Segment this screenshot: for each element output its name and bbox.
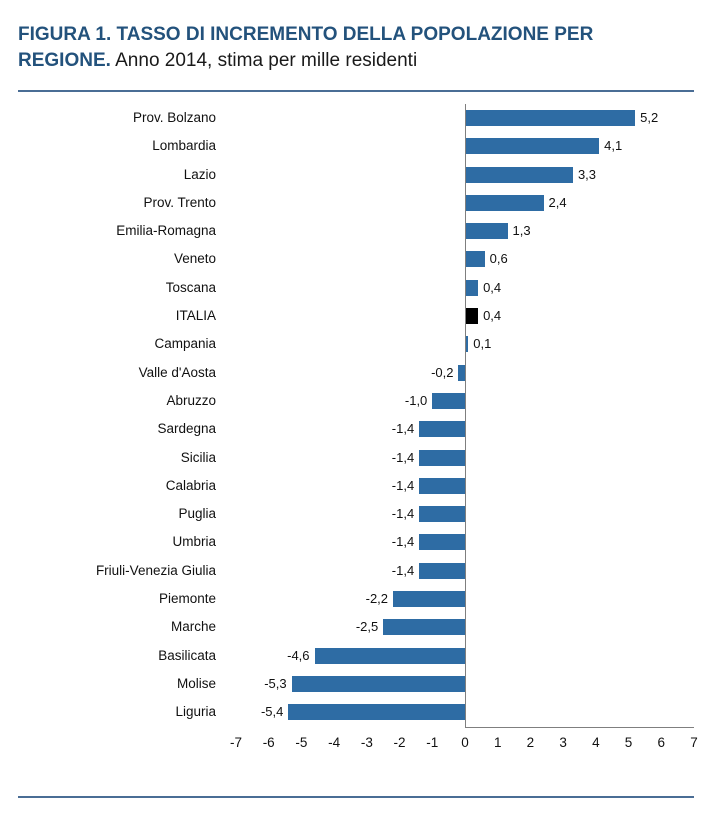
page-title — [18, 22, 688, 74]
bar-value-label: 5,2 — [640, 110, 659, 125]
chart-row — [18, 189, 694, 217]
category-label-wrap — [18, 189, 226, 217]
chart-row — [18, 642, 694, 670]
x-axis-tick-labels — [229, 734, 698, 759]
category-label: Umbria — [172, 534, 216, 550]
category-label-wrap — [18, 698, 226, 726]
category-label-wrap — [18, 444, 226, 472]
category-label: Toscana — [165, 279, 216, 295]
title-subtitle: Anno 2014, stima per mille residenti — [110, 50, 418, 71]
bar-value-label: -2,2 — [365, 591, 389, 607]
chart-row — [18, 613, 694, 641]
bar — [465, 223, 508, 239]
bar — [458, 365, 465, 381]
chart-row — [18, 444, 694, 472]
x-tick-label: -2 — [393, 734, 406, 750]
chart-row — [18, 585, 694, 613]
x-tick-label: -1 — [426, 734, 439, 750]
bar-value-label: -0,2 — [431, 364, 454, 380]
bar — [383, 619, 465, 635]
chart-plot-area — [18, 96, 694, 736]
bar-value-label: -1,4 — [391, 506, 415, 522]
x-tick-label: 0 — [461, 734, 469, 750]
bar-value-label: -2,5 — [355, 619, 379, 635]
bar — [419, 450, 465, 466]
bar-value-label: -1,4 — [391, 477, 415, 493]
category-label-wrap — [18, 330, 226, 358]
bar-value-label: 0,4 — [483, 308, 502, 324]
x-tick-label: -5 — [295, 734, 308, 750]
chart-row — [18, 302, 694, 330]
bar-value-label: 1,3 — [512, 223, 531, 239]
category-label: Marche — [170, 619, 216, 635]
x-tick-label: 7 — [690, 734, 698, 750]
chart-row — [18, 387, 694, 415]
bar — [465, 251, 485, 267]
category-label: Lombardia — [152, 138, 216, 154]
category-label-wrap — [18, 415, 226, 443]
category-label: Abruzzo — [166, 392, 216, 408]
bar — [288, 704, 465, 720]
x-tick-label: -3 — [360, 734, 373, 750]
category-label: Sardegna — [157, 421, 216, 437]
x-tick-label: -7 — [229, 734, 242, 750]
x-tick-label: 1 — [493, 734, 502, 750]
bar-value-label: -5,4 — [260, 704, 284, 720]
bar — [432, 393, 465, 409]
bar — [419, 506, 465, 522]
category-label: Sicilia — [180, 449, 216, 465]
category-label: Veneto — [173, 251, 216, 267]
category-label-wrap — [18, 161, 226, 189]
category-label-wrap — [18, 500, 226, 528]
zero-axis-line — [465, 104, 466, 727]
bar — [465, 280, 478, 296]
category-label-wrap — [18, 245, 226, 273]
bar — [419, 421, 465, 437]
x-tick-label: 6 — [657, 734, 666, 750]
bar — [465, 110, 635, 126]
category-label-wrap — [18, 585, 226, 613]
bar — [315, 648, 465, 664]
chart-row — [18, 528, 694, 556]
chart-row — [18, 698, 694, 726]
category-label: Emilia-Romagna — [116, 223, 216, 239]
category-label-wrap — [18, 359, 226, 387]
category-label-wrap — [18, 132, 226, 160]
category-label: Liguria — [175, 704, 216, 720]
bar-value-label: -1,4 — [391, 449, 415, 465]
category-label: Molise — [176, 675, 216, 691]
bar-rows — [18, 104, 694, 727]
bar-value-label: -4,6 — [287, 647, 310, 663]
title-main: FIGURA 1. TASSO DI INCREMENTO DELLA POPOLAZIONE PER REGIONE. — [18, 24, 594, 71]
category-label-wrap — [18, 302, 226, 330]
category-label: Prov. Bolzano — [132, 110, 216, 125]
category-label: Campania — [154, 336, 216, 352]
x-tick-label: -6 — [262, 734, 275, 750]
chart-row — [18, 217, 694, 245]
chart-row — [18, 415, 694, 443]
category-label-wrap — [18, 670, 226, 698]
chart-row — [18, 245, 694, 273]
x-tick-label: -4 — [328, 734, 341, 750]
category-label: Puglia — [178, 506, 216, 522]
category-label-wrap — [18, 472, 226, 500]
category-label: Valle d'Aosta — [138, 364, 216, 380]
bar-value-label: -5,3 — [264, 675, 287, 691]
chart-row — [18, 557, 694, 585]
bar-value-label: -1,0 — [404, 392, 428, 408]
x-tick-label: 2 — [526, 734, 535, 750]
chart-row — [18, 330, 694, 358]
chart-row — [18, 500, 694, 528]
x-tick-label: 4 — [592, 734, 600, 750]
bar — [419, 563, 465, 579]
category-label-wrap — [18, 274, 226, 302]
category-label: Piemonte — [158, 591, 216, 607]
bar — [465, 308, 478, 324]
bar-value-label: -1,4 — [391, 534, 415, 550]
category-label-wrap — [18, 217, 226, 245]
bar — [465, 138, 599, 154]
bar-value-label: 2,4 — [548, 194, 567, 210]
chart — [18, 96, 698, 786]
bar-value-label: 0,1 — [473, 336, 492, 352]
category-label-wrap — [18, 528, 226, 556]
bar-value-label: 3,3 — [577, 166, 597, 182]
category-label: Calabria — [165, 477, 216, 493]
x-tick-label: 3 — [559, 734, 567, 750]
x-tick-label: 5 — [624, 734, 633, 750]
category-label-wrap — [18, 613, 226, 641]
chart-row — [18, 274, 694, 302]
bar-value-label: 0,6 — [489, 251, 508, 267]
bar — [419, 534, 465, 550]
category-label-wrap — [18, 557, 226, 585]
chart-row — [18, 472, 694, 500]
category-label: Prov. Trento — [143, 194, 216, 210]
bar — [393, 591, 465, 607]
bar-value-label: 0,4 — [483, 279, 502, 295]
chart-row — [18, 132, 694, 160]
category-label-wrap — [18, 642, 226, 670]
category-label-wrap — [18, 387, 226, 415]
bar — [465, 195, 544, 211]
bottom-divider — [18, 796, 694, 798]
bar — [419, 478, 465, 494]
bar-value-label: -1,4 — [391, 562, 415, 578]
baseline-axis — [465, 727, 694, 728]
chart-row — [18, 670, 694, 698]
category-label: Lazio — [183, 166, 216, 182]
category-label: Friuli-Venezia Giulia — [95, 562, 216, 578]
chart-row — [18, 359, 694, 387]
title-divider — [18, 90, 694, 92]
category-label: Basilicata — [158, 647, 216, 663]
bar-value-label: -1,4 — [391, 421, 415, 437]
bar — [292, 676, 465, 692]
bar — [465, 167, 573, 183]
bar-value-label: 4,1 — [604, 138, 623, 154]
chart-row — [18, 161, 694, 189]
category-label-wrap — [18, 104, 226, 132]
category-label: ITALIA — [175, 308, 216, 324]
chart-row — [18, 104, 694, 132]
